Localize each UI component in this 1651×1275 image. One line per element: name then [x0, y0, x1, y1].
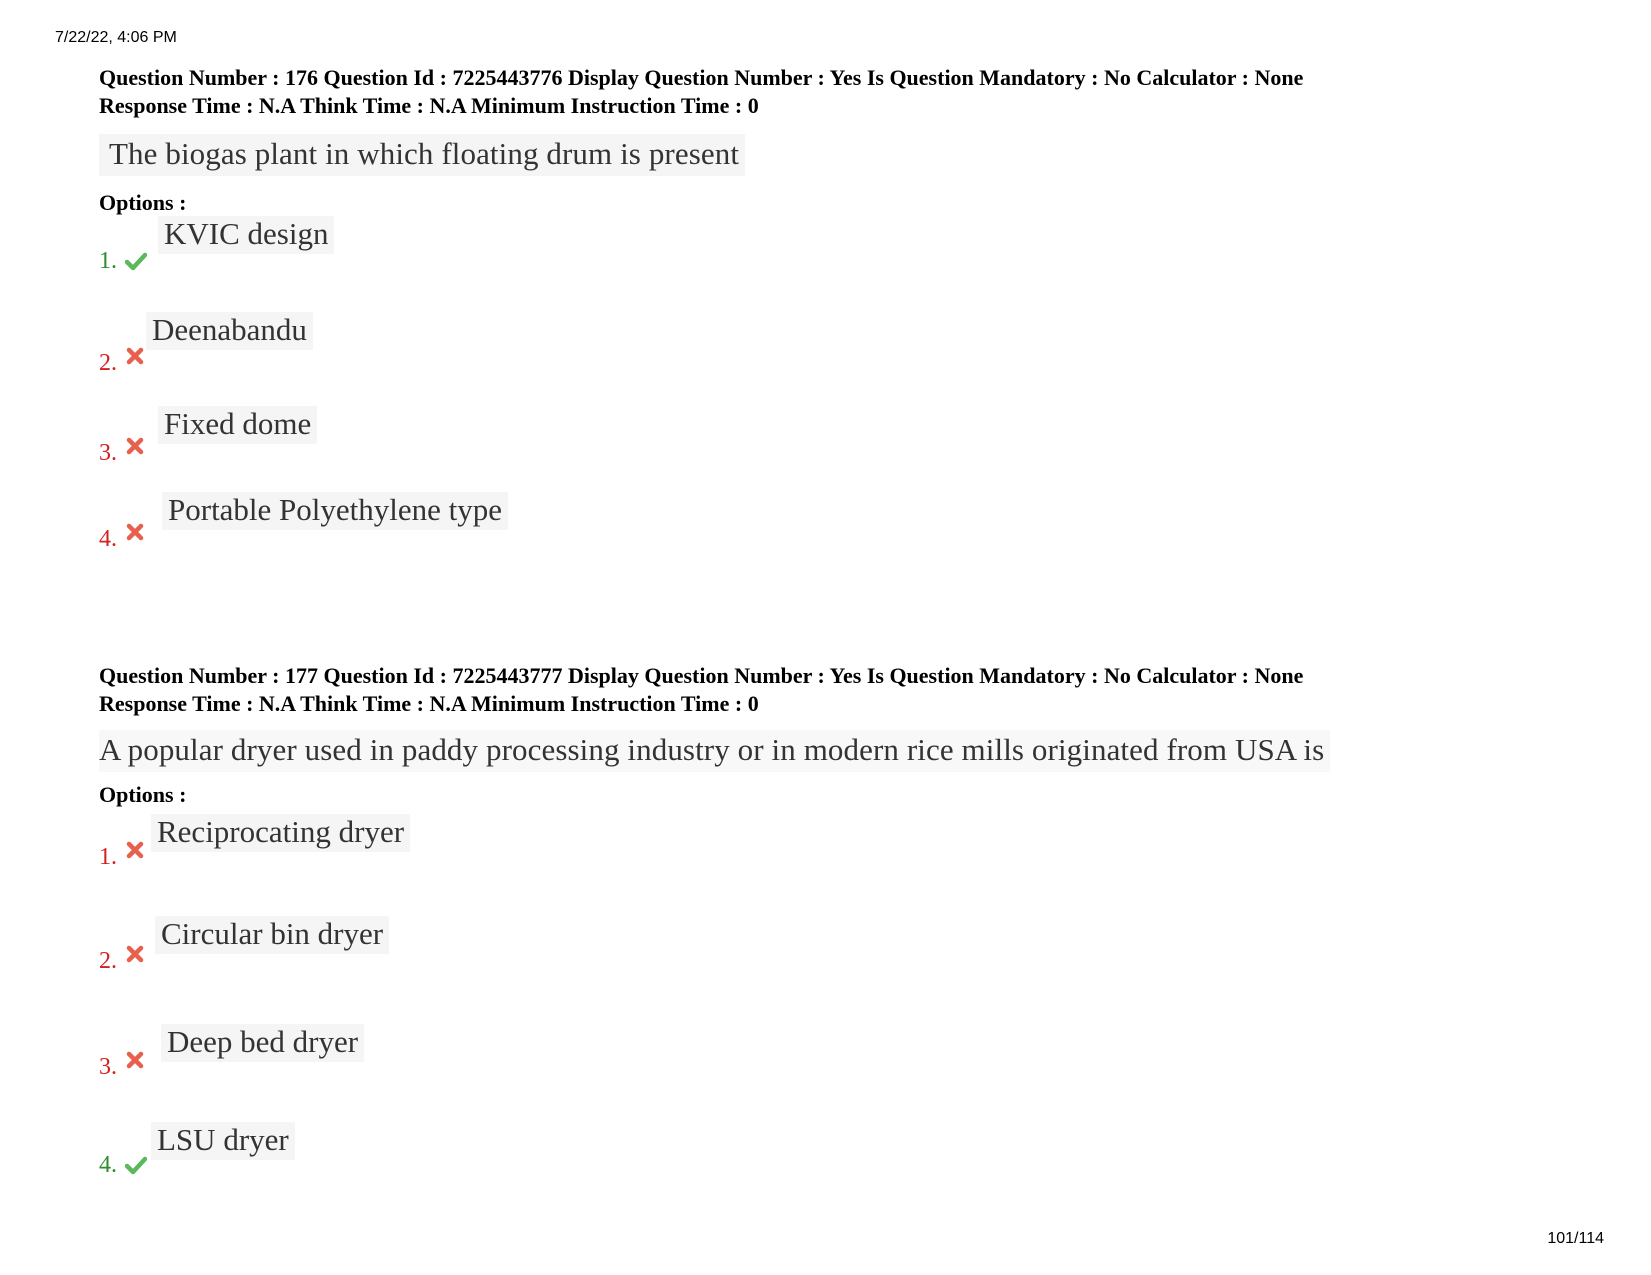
question-176 [99, 64, 1599, 556]
question-text: A popular dryer used in paddy processing industry or in modern rice mills originated from USA is [99, 730, 1330, 772]
question-177 [99, 662, 1599, 1186]
option-number: 4. [99, 1152, 117, 1178]
options-label: Options : [99, 190, 187, 215]
option-number: 4. [99, 526, 117, 552]
option-text: Reciprocating dryer [151, 814, 410, 852]
options-label: Options : [99, 782, 187, 807]
option-2 [99, 918, 1599, 1026]
option-3 [99, 408, 1599, 496]
cross-icon [125, 522, 147, 544]
option-3 [99, 1026, 1599, 1126]
option-text: LSU dryer [151, 1122, 295, 1160]
option-4 [99, 1122, 1599, 1186]
option-text: Circular bin dryer [155, 916, 389, 954]
check-icon [125, 1154, 147, 1176]
page-counter: 101/114 [1547, 1230, 1604, 1247]
question-meta-line1: Question Number : 176 Question Id : 7225443776 Display Question Number : Yes Is Question Mandatory : No Calculator : None [99, 65, 1304, 90]
cross-icon [125, 436, 147, 458]
cross-icon [125, 346, 147, 368]
option-text: Deenabandu [146, 312, 313, 350]
option-text: Deep bed dryer [161, 1024, 364, 1062]
question-meta-line1: Question Number : 177 Question Id : 7225443777 Display Question Number : Yes Is Question Mandatory : No Calculator : None [99, 663, 1304, 688]
cross-icon [125, 840, 147, 862]
option-1 [99, 808, 1599, 918]
option-text: Portable Polyethylene type [162, 492, 508, 530]
option-number: 3. [99, 1054, 117, 1080]
cross-icon [125, 944, 147, 966]
option-text: Fixed dome [158, 406, 317, 444]
question-meta-line2: Response Time : N.A Think Time : N.A Minimum Instruction Time : 0 [99, 93, 759, 118]
question-text: The biogas plant in which floating drum is present [99, 134, 745, 176]
option-4 [99, 492, 1599, 556]
question-meta-line2: Response Time : N.A Think Time : N.A Minimum Instruction Time : 0 [99, 691, 759, 716]
option-number: 1. [99, 844, 117, 870]
print-timestamp: 7/22/22, 4:06 PM [55, 29, 177, 46]
option-1 [99, 216, 1599, 316]
option-text: KVIC design [158, 216, 334, 254]
option-number: 3. [99, 440, 117, 466]
option-number: 2. [99, 350, 117, 376]
cross-icon [125, 1050, 147, 1072]
check-icon [125, 250, 147, 272]
option-2 [99, 312, 1599, 408]
option-number: 1. [99, 248, 117, 274]
option-number: 2. [99, 948, 117, 974]
